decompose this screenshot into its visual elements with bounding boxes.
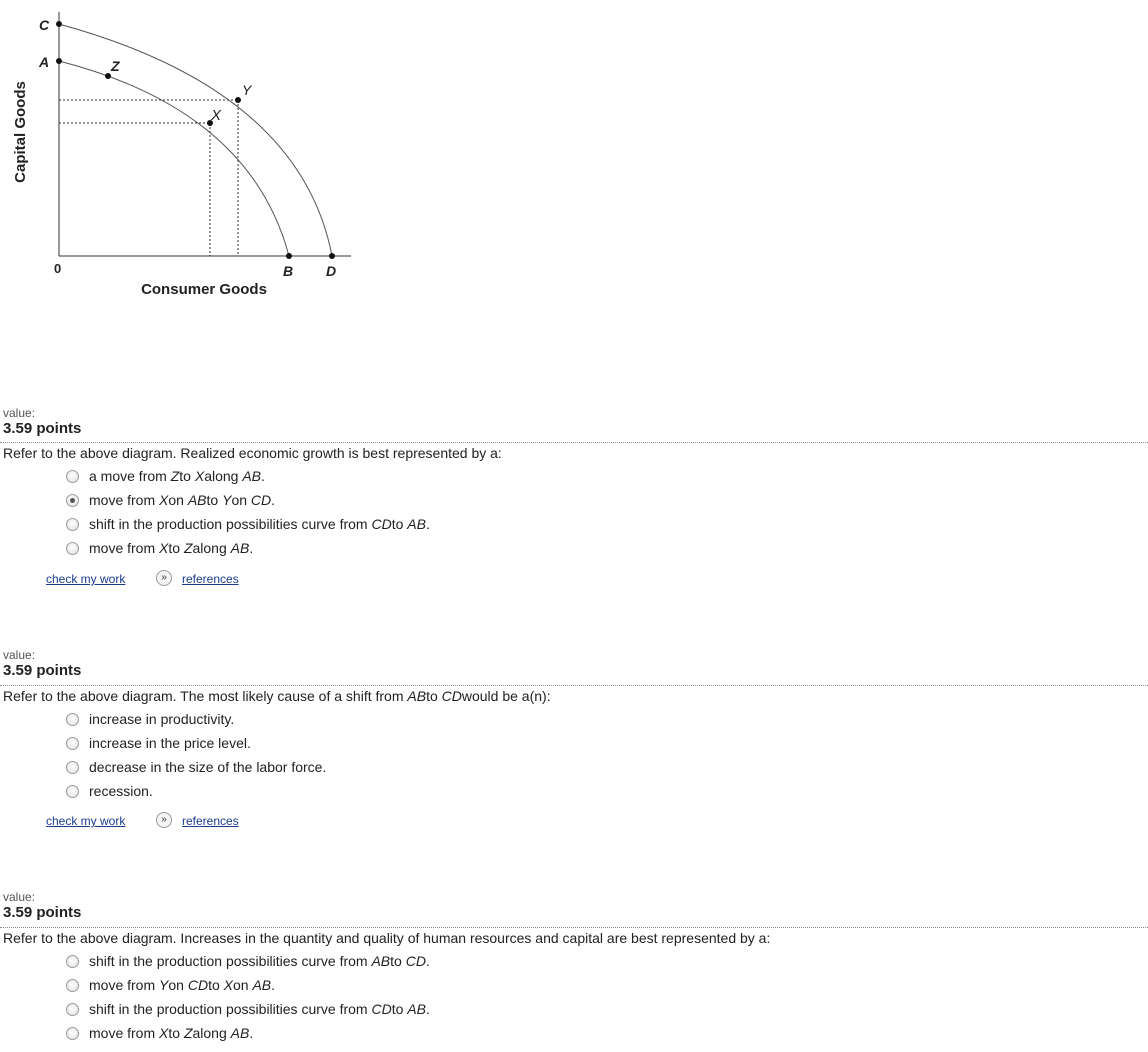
option-text: increase in productivity. bbox=[89, 711, 235, 727]
value-label: value: bbox=[3, 406, 36, 420]
radio-button[interactable] bbox=[66, 494, 79, 507]
option-3[interactable] bbox=[66, 999, 430, 1019]
option-text: shift in the production possibilities curve from CDto AB. bbox=[89, 1001, 430, 1017]
radio-button[interactable] bbox=[66, 470, 79, 483]
label-origin: 0 bbox=[54, 261, 62, 276]
radio-button[interactable] bbox=[66, 761, 79, 774]
radio-button[interactable] bbox=[66, 737, 79, 750]
label-a: A bbox=[39, 54, 50, 70]
x-axis-title: Consumer Goods bbox=[141, 281, 267, 298]
label-y: Y bbox=[242, 82, 252, 98]
option-2[interactable] bbox=[66, 490, 275, 510]
radio-button[interactable] bbox=[66, 785, 79, 798]
option-1[interactable] bbox=[66, 951, 430, 971]
radio-button[interactable] bbox=[66, 542, 79, 555]
points-value: 3.59 points bbox=[3, 420, 82, 437]
point-y bbox=[235, 97, 241, 103]
point-c bbox=[56, 21, 62, 27]
value-label: value: bbox=[3, 890, 36, 904]
value-label: value: bbox=[3, 648, 36, 662]
option-text: recession. bbox=[89, 783, 153, 799]
label-x: X bbox=[211, 107, 222, 124]
option-1[interactable] bbox=[66, 466, 265, 486]
radio-button[interactable] bbox=[66, 979, 79, 992]
references-link[interactable]: references bbox=[182, 572, 239, 586]
option-text: move from Yon CDto Xon AB. bbox=[89, 977, 276, 993]
curve-cd bbox=[59, 24, 332, 256]
option-1[interactable] bbox=[66, 709, 234, 729]
question-prompt: Refer to the above diagram. Realized economic growth is best represented by a: bbox=[3, 445, 502, 461]
chevron-double-down-icon[interactable]: » bbox=[156, 812, 172, 828]
option-text: shift in the production possibilities curve from ABto CD. bbox=[89, 953, 430, 969]
radio-button[interactable] bbox=[66, 518, 79, 531]
radio-button[interactable] bbox=[66, 713, 79, 726]
question-prompt: Refer to the above diagram. The most likely cause of a shift from ABto CDwould be a(n): bbox=[3, 688, 551, 704]
point-d bbox=[329, 253, 335, 259]
option-text: decrease in the size of the labor force. bbox=[89, 759, 327, 775]
label-b: B bbox=[283, 263, 294, 279]
label-d: D bbox=[326, 263, 337, 279]
divider bbox=[0, 685, 1148, 686]
point-b bbox=[286, 253, 292, 259]
divider bbox=[0, 442, 1148, 443]
option-4[interactable] bbox=[66, 781, 153, 801]
option-4[interactable] bbox=[66, 538, 253, 558]
option-2[interactable] bbox=[66, 733, 251, 753]
radio-button[interactable] bbox=[66, 955, 79, 968]
divider bbox=[0, 927, 1148, 928]
option-text: move from Xto Zalong AB. bbox=[89, 540, 254, 556]
radio-button[interactable] bbox=[66, 1027, 79, 1040]
option-2[interactable] bbox=[66, 975, 275, 995]
points-value: 3.59 points bbox=[3, 662, 82, 679]
check-my-work-link[interactable]: check my work bbox=[46, 572, 126, 586]
option-text: move from Xon ABto Yon CD. bbox=[89, 492, 276, 508]
option-3[interactable] bbox=[66, 514, 430, 534]
option-4[interactable] bbox=[66, 1023, 253, 1043]
label-z: Z bbox=[111, 58, 120, 74]
point-a bbox=[56, 58, 62, 64]
ppc-diagram bbox=[0, 0, 380, 310]
references-link[interactable]: references bbox=[182, 814, 239, 828]
radio-button[interactable] bbox=[66, 1003, 79, 1016]
option-text: shift in the production possibilities curve from CDto AB. bbox=[89, 516, 430, 532]
curve-ab bbox=[59, 61, 289, 256]
option-text: move from Xto Zalong AB. bbox=[89, 1025, 254, 1041]
option-text: a move from Zto Xalong AB. bbox=[89, 468, 265, 484]
check-my-work-link[interactable]: check my work bbox=[46, 814, 126, 828]
points-value: 3.59 points bbox=[3, 904, 82, 921]
chevron-double-down-icon[interactable]: » bbox=[156, 570, 172, 586]
option-text: increase in the price level. bbox=[89, 735, 251, 751]
option-3[interactable] bbox=[66, 757, 326, 777]
question-prompt: Refer to the above diagram. Increases in the quantity and quality of human resources and capital are best represented by a: bbox=[3, 930, 771, 946]
y-axis-title: Capital Goods bbox=[12, 81, 29, 183]
label-c: C bbox=[39, 17, 50, 33]
